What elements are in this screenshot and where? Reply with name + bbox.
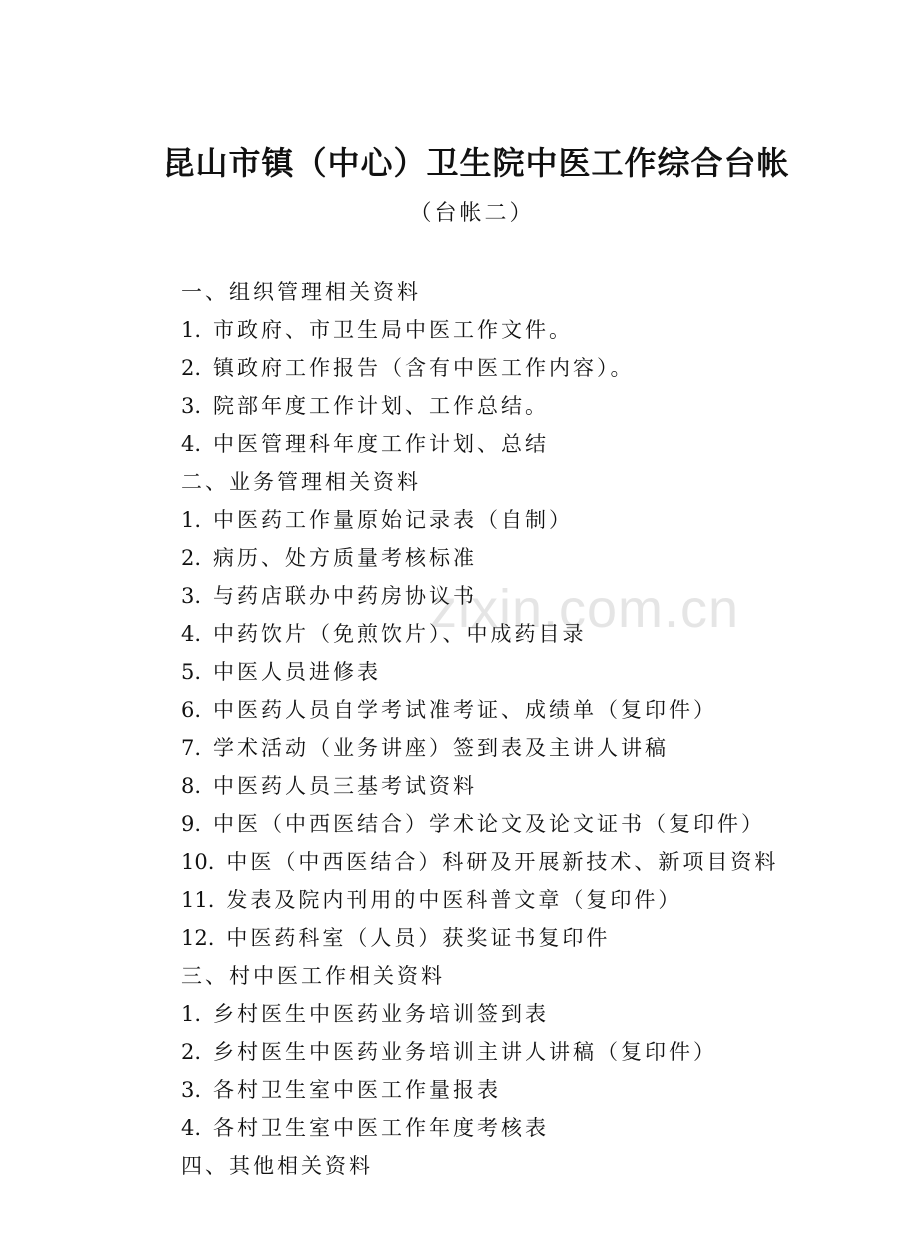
list-item — [181, 387, 881, 425]
item-number: 1. — [181, 318, 202, 342]
document-title: 昆山市镇（中心）卫生院中医工作综合台帐 — [162, 144, 790, 182]
item-number: 11. — [181, 888, 215, 912]
item-text: 各村卫生室中医工作年度考核表 — [213, 1116, 550, 1140]
list-item — [181, 729, 881, 767]
list-item — [181, 1109, 881, 1147]
list-item — [181, 501, 881, 539]
list-item — [181, 349, 881, 387]
item-number: 4. — [181, 1116, 202, 1140]
item-number: 8. — [181, 774, 202, 798]
document-body — [181, 273, 881, 1185]
item-text: 中医人员进修表 — [213, 660, 382, 684]
item-text: 中医药工作量原始记录表（自制） — [213, 508, 574, 532]
item-number: 5. — [181, 660, 202, 684]
item-text: 乡村医生中医药业务培训签到表 — [213, 1002, 550, 1026]
item-text: 与药店联办中药房协议书 — [213, 584, 478, 608]
item-number: 7. — [181, 736, 202, 760]
item-text: 院部年度工作计划、工作总结。 — [213, 394, 550, 418]
item-number: 12. — [181, 926, 215, 950]
item-text: 中药饮片（免煎饮片）、中成药目录 — [213, 622, 587, 646]
list-item — [181, 1033, 881, 1071]
item-text: 中医（中西医结合）学术论文及论文证书（复印件） — [213, 812, 766, 836]
list-item — [181, 843, 881, 881]
item-text: 市政府、市卫生局中医工作文件。 — [213, 318, 574, 342]
item-text: 中医药科室（人员）获奖证书复印件 — [226, 926, 611, 950]
item-text: 乡村医生中医药业务培训主讲人讲稿（复印件） — [213, 1040, 718, 1064]
item-text: 中医管理科年度工作计划、总结 — [213, 432, 550, 456]
item-number: 10. — [181, 850, 215, 874]
list-item — [181, 577, 881, 615]
item-number: 9. — [181, 812, 202, 836]
list-item — [181, 881, 881, 919]
item-text: 病历、处方质量考核标准 — [213, 546, 478, 570]
item-text: 镇政府工作报告（含有中医工作内容）。 — [213, 356, 635, 380]
list-item — [181, 311, 881, 349]
document-subtitle: （台帐二） — [409, 201, 535, 226]
list-item — [181, 1071, 881, 1109]
item-number: 3. — [181, 1078, 202, 1102]
watermark: zixin.com.cn — [430, 579, 740, 639]
section-heading: 三、村中医工作相关资料 — [181, 964, 445, 988]
list-item — [181, 805, 881, 843]
section-heading: 四、其他相关资料 — [181, 1154, 373, 1178]
section-heading: 一、组织管理相关资料 — [181, 280, 421, 304]
list-item — [181, 539, 881, 577]
list-item — [181, 615, 881, 653]
item-number: 2. — [181, 1040, 202, 1064]
list-item — [181, 919, 881, 957]
list-item — [181, 995, 881, 1033]
item-number: 1. — [181, 508, 202, 532]
item-text: 中医药人员三基考试资料 — [213, 774, 478, 798]
item-text: 中医药人员自学考试准考证、成绩单（复印件） — [213, 698, 718, 722]
item-number: 3. — [181, 394, 202, 418]
list-item — [181, 767, 881, 805]
section-heading: 二、业务管理相关资料 — [181, 470, 421, 494]
item-text: 中医（中西医结合）科研及开展新技术、新项目资料 — [226, 850, 779, 874]
list-item — [181, 691, 881, 729]
item-number: 1. — [181, 1002, 202, 1026]
item-number: 3. — [181, 584, 202, 608]
item-number: 4. — [181, 622, 202, 646]
item-text: 各村卫生室中医工作量报表 — [213, 1078, 502, 1102]
item-text: 发表及院内刊用的中医科普文章（复印件） — [226, 888, 683, 912]
item-text: 学术活动（业务讲座）签到表及主讲人讲稿 — [213, 736, 670, 760]
item-number: 2. — [181, 356, 202, 380]
item-number: 2. — [181, 546, 202, 570]
item-number: 6. — [181, 698, 202, 722]
list-item — [181, 653, 881, 691]
item-number: 4. — [181, 432, 202, 456]
list-item — [181, 425, 881, 463]
